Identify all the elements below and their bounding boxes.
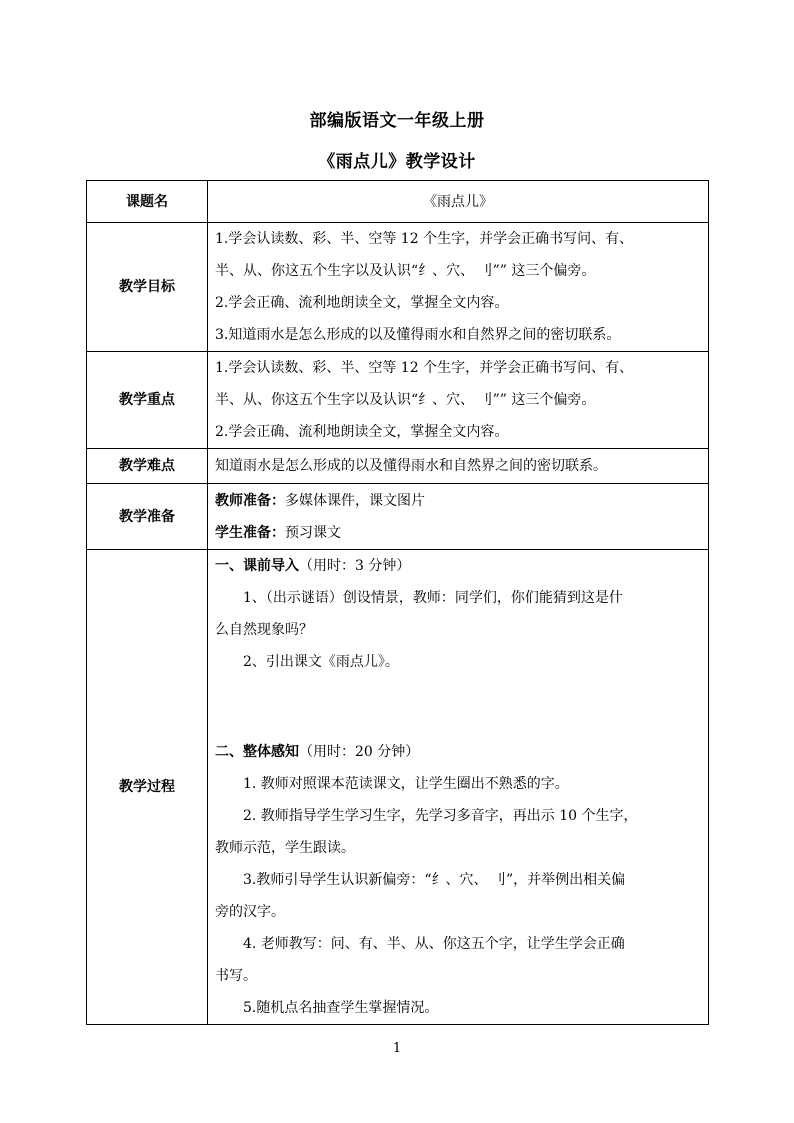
teacher-prep <box>215 485 701 517</box>
teacher-prep-value: 多媒体课件，课文图片 <box>285 492 425 509</box>
teacher-prep-label: 教师准备： <box>215 492 285 509</box>
student-prep-label: 学生准备： <box>215 524 285 541</box>
lesson-plan-table <box>86 180 709 1025</box>
section2-time: （用时：20 分钟） <box>299 744 420 760</box>
goals-line: 2.学会正确、流利地朗读全文，掌握全文内容。 <box>215 295 509 311</box>
key-points-content <box>208 352 709 449</box>
process-line: 3.教师引导学生认识新偏旁：“纟、穴、 刂”，并举例出相关偏 <box>243 872 626 888</box>
goals-line: 3.知道雨水是怎么形成的以及懂得雨水和自然界之间的密切联系。 <box>215 327 621 343</box>
table-row-topic <box>87 181 709 223</box>
difficulty-label: 教学难点 <box>87 449 208 484</box>
topic-label: 课题名 <box>87 181 208 223</box>
process-line: 1、（出示谜语）创设情景，教师：同学们，你们能猜到这是什 <box>243 590 623 606</box>
blank-space <box>215 678 701 736</box>
topic-value: 《雨点儿》 <box>208 181 709 223</box>
preparation-content <box>208 484 709 550</box>
table-row-difficulty <box>87 449 709 484</box>
table-row-goals <box>87 223 709 352</box>
goals-line: 半、从、你这五个生字以及认识“纟、穴、 刂”” 这三个偏旁。 <box>215 263 596 279</box>
difficulty-value: 知道雨水是怎么形成的以及懂得雨水和自然界之间的密切联系。 <box>208 449 709 484</box>
process-line: 教师示范，学生跟读。 <box>215 840 355 856</box>
process-label: 教学过程 <box>87 550 208 1025</box>
key-points-label: 教学重点 <box>87 352 208 449</box>
section2-heading <box>215 736 701 768</box>
process-line: 书写。 <box>215 968 257 984</box>
student-prep <box>215 517 701 549</box>
table-row-preparation <box>87 484 709 550</box>
page-number: 1 <box>392 1041 402 1056</box>
section1-title: 一、课前导入 <box>215 558 299 574</box>
process-content <box>208 550 709 1025</box>
document-title: 部编版语文一年级上册 <box>309 111 485 131</box>
document-subtitle: 《雨点儿》教学设计 <box>318 152 476 172</box>
process-line: 4. 老师教写：问、有、半、从、你这五个字，让学生学会正确 <box>243 936 625 952</box>
process-line: 么自然现象吗？ <box>215 622 313 638</box>
key-points-line: 半、从、你这五个生字以及认识“纟、穴、 刂”” 这三个偏旁。 <box>215 392 596 408</box>
process-line: 1. 教师对照课本范读课文，让学生圈出不熟悉的字。 <box>243 776 569 792</box>
key-points-line: 2.学会正确、流利地朗读全文，掌握全文内容。 <box>215 424 509 440</box>
process-line: 2. 教师指导学生学习生字，先学习多音字，再出示 10 个生字， <box>243 808 638 824</box>
goals-line: 1.学会认读数、彩、半、空等 12 个生字，并学会正确书写问、有、 <box>215 231 634 247</box>
table-row-key-points <box>87 352 709 449</box>
section1-heading <box>215 550 701 582</box>
goals-content <box>208 223 709 352</box>
key-points-line: 1.学会认读数、彩、半、空等 12 个生字，并学会正确书写问、有、 <box>215 360 634 376</box>
section2-title: 二、整体感知 <box>215 744 299 760</box>
section1-time: （用时：3 分钟） <box>299 558 411 574</box>
preparation-label: 教学准备 <box>87 484 208 550</box>
process-line: 旁的汉字。 <box>215 904 285 920</box>
table-row-process <box>87 550 709 1025</box>
goals-label: 教学目标 <box>87 223 208 352</box>
student-prep-value: 预习课文 <box>285 524 341 541</box>
process-line: 5.随机点名抽查学生掌握情况。 <box>243 1000 439 1016</box>
process-line: 2、引出课文《雨点儿》。 <box>243 654 399 670</box>
